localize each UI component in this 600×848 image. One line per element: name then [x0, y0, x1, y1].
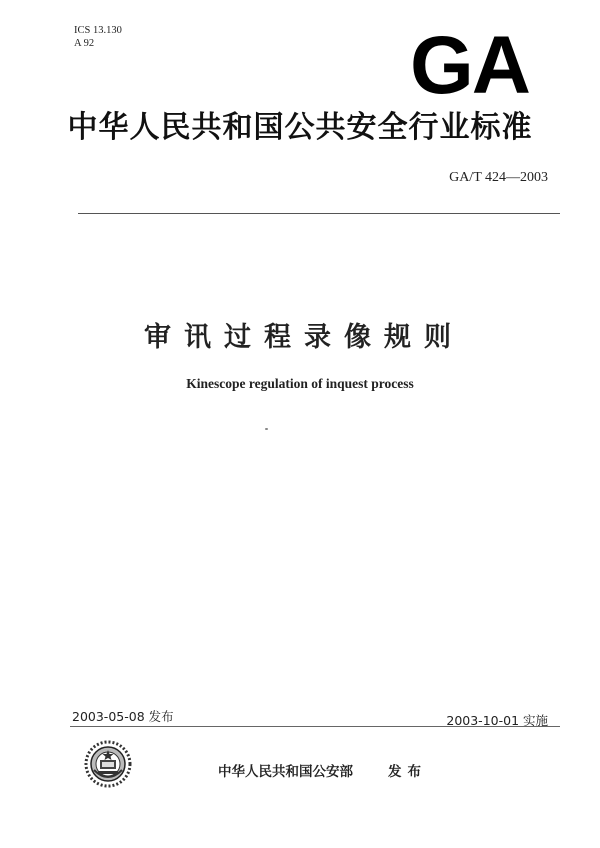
implementation-date: 2003-10-01 实施	[446, 713, 548, 728]
issue-date: 2003-05-08 发布	[72, 709, 174, 724]
document-title: 审讯过程录像规则	[144, 322, 464, 353]
national-emblem-icon	[84, 740, 132, 788]
standard-number: GA/T 424—2003	[449, 170, 548, 185]
ics-code: ICS 13.130	[74, 25, 122, 36]
class-code: A 92	[74, 38, 95, 49]
publisher-name: 中华人民共和国公安部	[218, 764, 353, 780]
top-divider	[78, 213, 560, 214]
publish-label: 发布	[388, 764, 427, 780]
standard-title: 中华人民共和国公共安全行业标准	[67, 110, 533, 145]
scan-speck	[265, 428, 268, 430]
ga-logo: GA	[410, 20, 529, 111]
document-subtitle: Kinescope regulation of inquest process	[186, 376, 414, 391]
bottom-divider	[70, 726, 560, 727]
classification-block	[74, 24, 122, 50]
